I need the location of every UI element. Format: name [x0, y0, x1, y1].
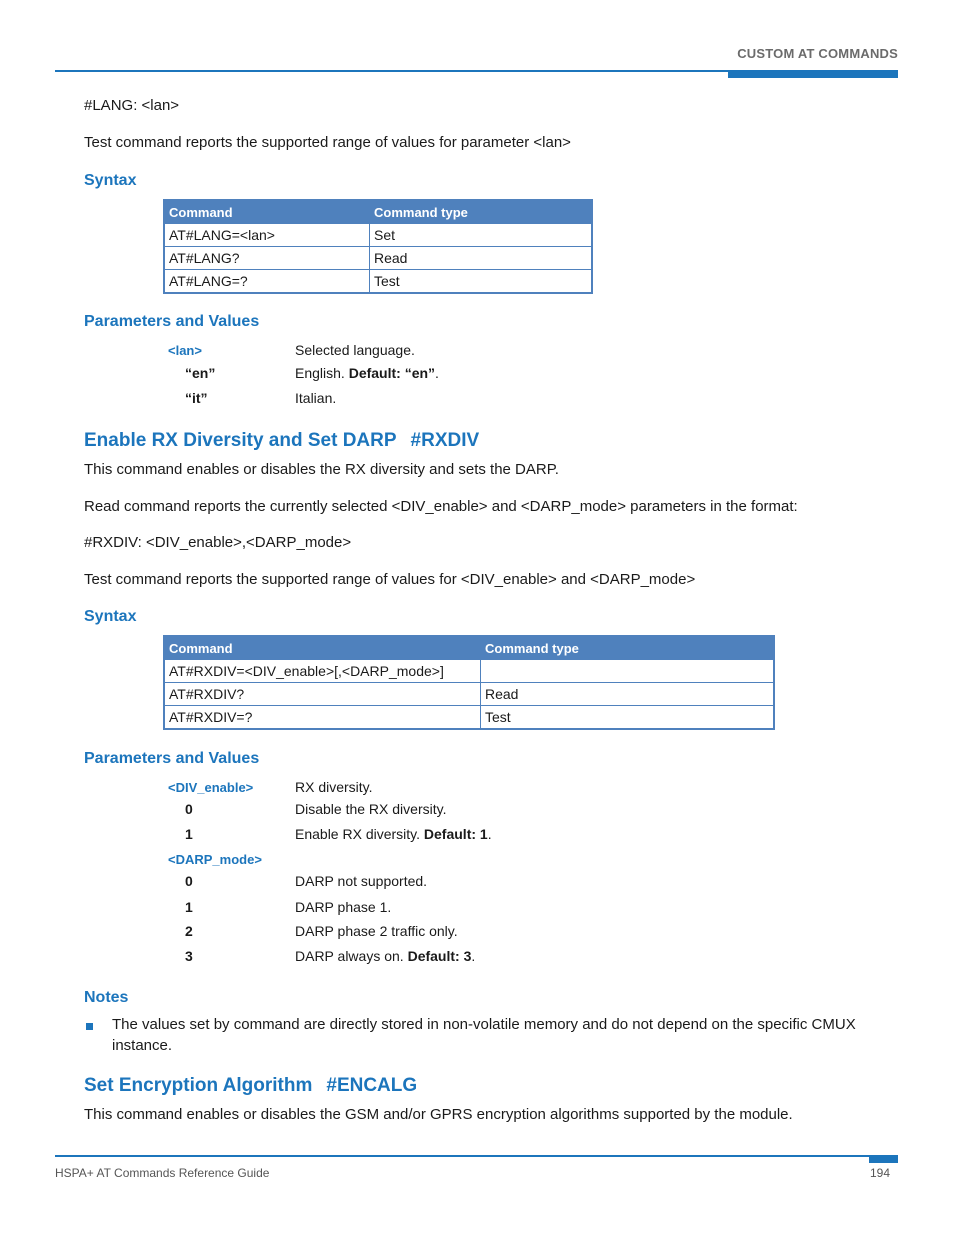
section-title-text: Set Encryption Algorithm [84, 1075, 313, 1096]
rxdiv-syntax-heading: Syntax [84, 608, 137, 625]
encalg-section-title [84, 1075, 417, 1097]
table-header-row [164, 200, 592, 224]
encalg-intro: This command enables or disables the GSM and/or GPRS encryption algorithms supported by the module. [84, 1106, 793, 1123]
param-value-desc: Disable the RX diversity. [295, 801, 447, 817]
table-row [164, 224, 592, 247]
param-value: “it” [185, 390, 208, 406]
rxdiv-intro: This command enables or disables the RX diversity and sets the DARP. [84, 461, 559, 478]
param-value-desc [295, 948, 475, 964]
note-line-1: The values set by command are directly stored in non-volatile memory and do not depend on the specific CMUX [112, 1016, 856, 1033]
param-value-desc: DARP not supported. [295, 873, 428, 889]
value-desc-suffix: . [471, 948, 476, 964]
rxdiv-syntax-table [163, 635, 775, 730]
default-label: Default: 3 [407, 948, 472, 964]
table-cell-type: Set [370, 224, 593, 247]
lang-read-format: #LANG: <lan> [84, 97, 180, 114]
param-value-desc: Italian. [295, 390, 337, 406]
param-value: 3 [185, 948, 193, 964]
rxdiv-test-text: Test command reports the supported range of values for <DIV_enable> and <DARP_mode> [84, 571, 696, 588]
default-label: Default: 1 [423, 826, 488, 842]
param-value: 2 [185, 923, 193, 939]
footer-accent-bar [869, 1155, 898, 1163]
param-value-desc: DARP phase 2 traffic only. [295, 923, 458, 939]
param-desc-lan: Selected language. [295, 342, 415, 358]
lang-test-text: Test command reports the supported range of values for parameter <lan> [84, 134, 571, 151]
rxdiv-read-format: #RXDIV: <DIV_enable>,<DARP_mode> [84, 534, 352, 551]
table-cell-command: AT#RXDIV=<DIV_enable>[,<DARP_mode>] [164, 660, 481, 683]
value-desc-text: DARP always on. [295, 948, 408, 964]
table-cell-command: AT#LANG? [164, 247, 370, 270]
param-value: 1 [185, 826, 193, 842]
value-desc-text: Enable RX diversity. [295, 826, 424, 842]
table-row [164, 660, 774, 683]
table-cell-type: Read [370, 247, 593, 270]
section-command: #ENCALG [326, 1075, 418, 1096]
param-desc-div-enable: RX diversity. [295, 779, 373, 795]
param-name-darp-mode: <DARP_mode> [168, 852, 262, 867]
table-cell-type [481, 660, 775, 683]
section-title-text: Enable RX Diversity and Set DARP [84, 430, 397, 451]
param-name-div-enable: <DIV_enable> [168, 780, 254, 795]
table-row [164, 270, 592, 294]
header-accent-bar [728, 70, 898, 78]
value-desc-text: English. [295, 365, 349, 381]
table-row [164, 247, 592, 270]
param-name-lan: <lan> [168, 343, 202, 358]
table-row [164, 683, 774, 706]
table-header-command-type: Command type [370, 200, 593, 224]
table-header-command: Command [164, 200, 370, 224]
value-desc-suffix: . [487, 826, 492, 842]
table-header-command: Command [164, 636, 481, 660]
table-cell-command: AT#LANG=? [164, 270, 370, 294]
lang-syntax-heading: Syntax [84, 172, 137, 189]
table-cell-type: Test [481, 706, 775, 730]
lang-syntax-table [163, 199, 593, 294]
footer-doc-title: HSPA+ AT Commands Reference Guide [55, 1166, 270, 1180]
table-cell-command: AT#RXDIV? [164, 683, 481, 706]
running-header: CUSTOM AT COMMANDS [737, 46, 898, 61]
footer-page-number: 194 [869, 1166, 890, 1180]
note-line-2: instance. [112, 1037, 173, 1054]
bullet-icon [86, 1023, 93, 1030]
table-header-command-type: Command type [481, 636, 775, 660]
footer-rule [55, 1155, 898, 1157]
param-value: 0 [185, 801, 193, 817]
table-cell-type: Test [370, 270, 593, 294]
table-cell-command: AT#LANG=<lan> [164, 224, 370, 247]
param-value: 1 [185, 899, 193, 915]
section-command: #RXDIV [410, 430, 480, 451]
rxdiv-params-heading: Parameters and Values [84, 750, 260, 767]
param-value: “en” [185, 365, 216, 381]
value-desc-suffix: . [435, 365, 439, 381]
rxdiv-section-title [84, 430, 479, 452]
param-value-desc: DARP phase 1. [295, 899, 392, 915]
table-cell-command: AT#RXDIV=? [164, 706, 481, 730]
table-cell-type: Read [481, 683, 775, 706]
default-label: Default: “en” [348, 365, 436, 381]
param-value: 0 [185, 873, 193, 889]
rxdiv-read-text: Read command reports the currently selected <DIV_enable> and <DARP_mode> parameters in the format: [84, 498, 798, 515]
table-header-row [164, 636, 774, 660]
notes-heading: Notes [84, 989, 129, 1006]
lang-params-heading: Parameters and Values [84, 313, 260, 330]
param-value-desc [295, 826, 492, 842]
param-value-desc [295, 365, 439, 381]
table-row [164, 706, 774, 730]
